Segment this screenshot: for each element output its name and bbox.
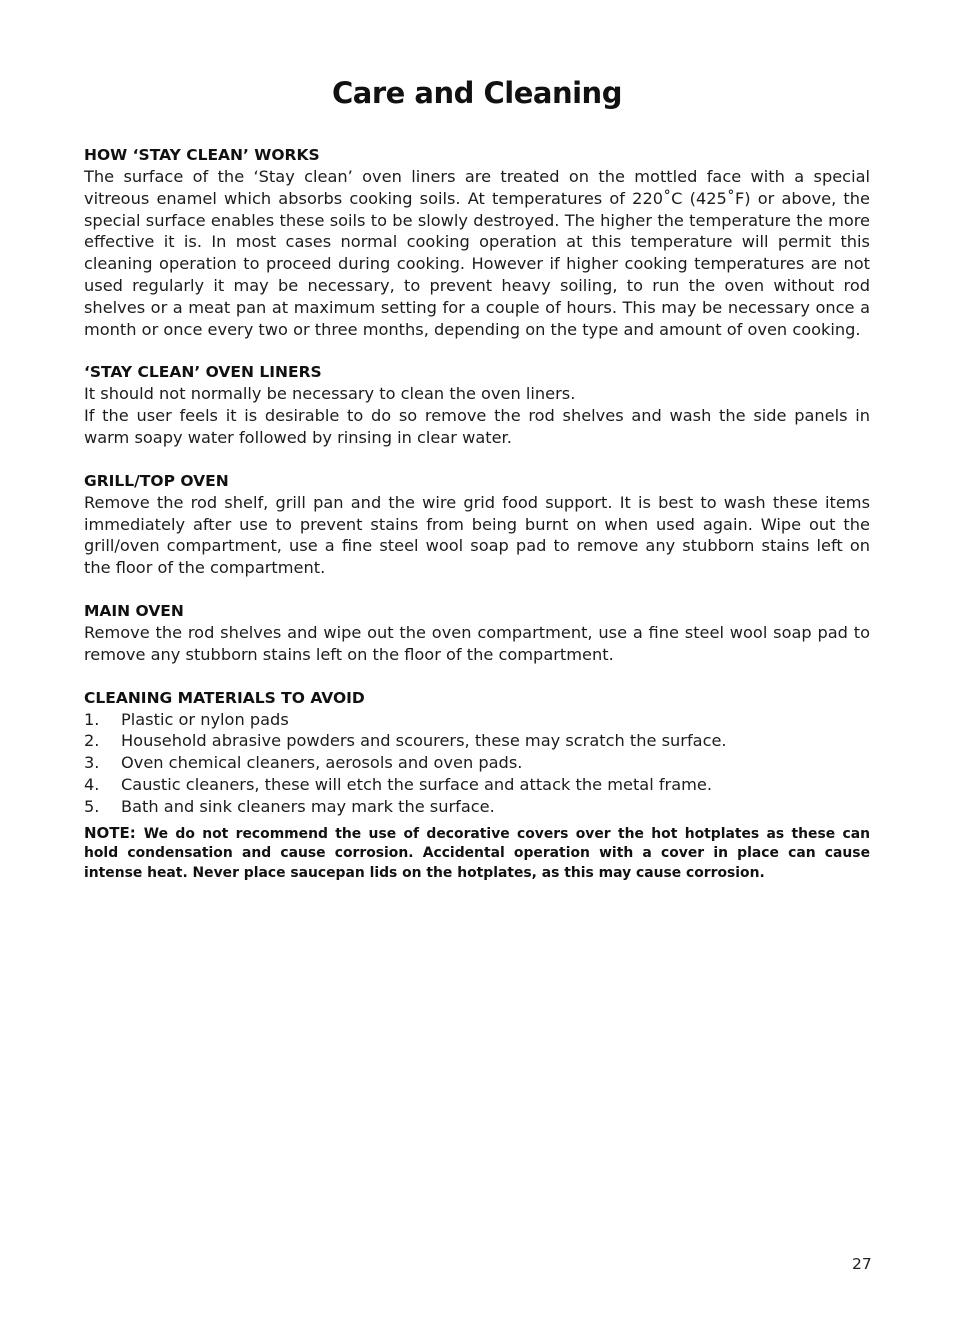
section-paragraph: If the user feels it is desirable to do so remove the rod shelves and wash the side panels in warm soapy water followed by rinsing in clear water. bbox=[84, 406, 870, 447]
list-item bbox=[84, 796, 870, 818]
note-text: We do not recommend the use of decorative covers over the hot hotplates as these can hold condensation and cause corrosion. Accidental operation with a cover in place can cause intense heat. Never place saucepan lids on the hotplates, as this may cause corrosion. bbox=[84, 825, 870, 881]
list-item-text: Caustic cleaners, these will etch the surface and attack the metal frame. bbox=[121, 774, 713, 794]
section-main-oven bbox=[84, 600, 870, 666]
avoid-list bbox=[84, 709, 870, 818]
list-item bbox=[84, 730, 870, 752]
list-item-number: 1. bbox=[84, 709, 100, 729]
note-block bbox=[84, 824, 870, 884]
section-paragraph: Remove the rod shelf, grill pan and the wire grid food support. It is best to wash these items immediately after use to prevent stains from being burnt on when used again. Wipe out the grill/oven compartment, use a fine steel wool soap pad to remove any stubborn stains left on the floor of the compartment. bbox=[84, 492, 870, 578]
section-materials-to-avoid bbox=[84, 687, 870, 818]
list-item bbox=[84, 774, 870, 796]
list-item bbox=[84, 752, 870, 774]
section-heading: GRILL/TOP OVEN bbox=[84, 471, 229, 490]
section-oven-liners bbox=[84, 361, 870, 448]
list-item-text: Household abrasive powders and scourers, these may scratch the surface. bbox=[121, 731, 727, 751]
list-item bbox=[84, 709, 870, 731]
section-paragraph: It should not normally be necessary to clean the oven liners. bbox=[84, 384, 576, 404]
page-number: 27 bbox=[852, 1255, 872, 1273]
page-title: Care and Cleaning bbox=[332, 76, 622, 110]
section-grill-top-oven bbox=[84, 470, 870, 579]
section-heading: CLEANING MATERIALS TO AVOID bbox=[84, 688, 365, 707]
section-paragraph: Remove the rod shelves and wipe out the oven compartment, use a fine steel wool soap pad to remove any stubborn stains left on the floor of the compartment. bbox=[84, 622, 870, 664]
section-heading: MAIN OVEN bbox=[84, 601, 184, 620]
list-item-number: 2. bbox=[84, 731, 100, 751]
list-item-text: Plastic or nylon pads bbox=[121, 709, 289, 729]
page-content bbox=[84, 144, 870, 883]
list-item-number: 4. bbox=[84, 774, 100, 794]
list-item-number: 5. bbox=[84, 796, 100, 816]
list-item-text: Oven chemical cleaners, aerosols and oven pads. bbox=[121, 753, 523, 773]
section-heading: HOW ‘STAY CLEAN’ WORKS bbox=[84, 146, 320, 164]
list-item-number: 3. bbox=[84, 753, 100, 773]
note-label: NOTE: bbox=[84, 823, 136, 842]
list-item-text: Bath and sink cleaners may mark the surface. bbox=[121, 796, 495, 816]
section-heading: ‘STAY CLEAN’ OVEN LINERS bbox=[84, 363, 322, 382]
section-paragraph: The surface of the ‘Stay clean’ oven liners are treated on the mottled face with a special vitreous enamel which absorbs cooking soils. At temperatures of 220˚C (425˚F) or above, the special surface enables these soils to be slowly destroyed. The higher the temperature the more effective it is. In most cases normal cooking operation at this temperature will permit this cleaning operation to proceed during cooking. However if higher cooking temperatures are not used regularly it may be necessary, to prevent heavy soiling, to run the oven without rod shelves or a meat pan at maximum setting for a couple of hours. This may be necessary once a month or once every two or three months, depending on the type and amount of oven cooking. bbox=[84, 167, 870, 339]
section-stay-clean-works bbox=[84, 144, 870, 340]
